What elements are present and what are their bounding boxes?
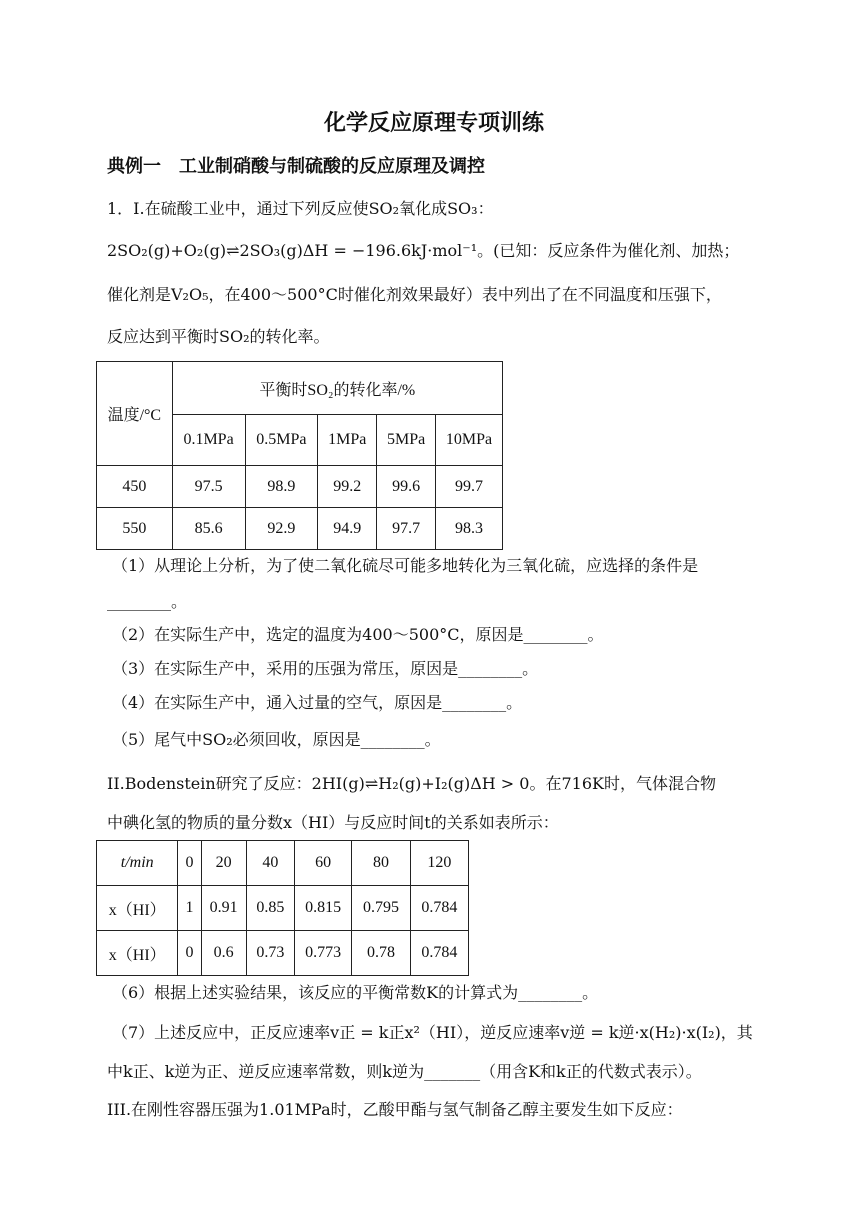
table-group-header: 平衡时SO₂的转化率/%: [172, 362, 502, 415]
question-4: （4）在实际生产中，通入过量的空气，原因是________。: [112, 693, 523, 712]
table-header: 120: [410, 841, 468, 886]
table-header: 60: [295, 841, 352, 886]
table-cell: 0.773: [295, 931, 352, 976]
table-cell: 0.784: [410, 931, 468, 976]
pressure-header: 0.5MPa: [245, 415, 318, 466]
table-header-temp: 温度/°C: [97, 362, 173, 466]
q1-line4: 反应达到平衡时SO₂的转化率。: [107, 327, 330, 346]
table-cell: 0: [178, 931, 201, 976]
table-header: 0: [178, 841, 201, 886]
question-1-blank: ________。: [107, 592, 188, 611]
table-cell: 0.815: [295, 886, 352, 931]
conversion-table: [96, 361, 503, 550]
table-cell: 0.784: [410, 886, 468, 931]
pressure-header: 10MPa: [436, 415, 503, 466]
table-cell-temp: 550: [97, 508, 173, 550]
section-heading: 典例一 工业制硝酸与制硫酸的反应原理及调控: [107, 156, 485, 177]
table-row: [97, 841, 469, 886]
table-cell: x（HI）: [97, 931, 178, 976]
table-header: 40: [246, 841, 294, 886]
q1-line3: 催化剂是V₂O₅，在400～500°C时催化剂效果最好）表中列出了在不同温度和压强下，: [107, 285, 722, 304]
table-cell: 97.5: [172, 466, 245, 508]
question-7-cont: 中k正、k逆为正、逆反应速率常数，则k逆为_______（用含K和k正的代数式表示）。: [107, 1062, 702, 1081]
table-cell-temp: 450: [97, 466, 173, 508]
pressure-header: 0.1MPa: [172, 415, 245, 466]
hi-fraction-table: [96, 840, 469, 976]
part2-line2: 中碘化氢的物质的量分数x（HI）与反应时间t的关系如表所示：: [107, 813, 559, 832]
question-3: （3）在实际生产中，采用的压强为常压，原因是________。: [112, 659, 539, 678]
table-row: [97, 931, 469, 976]
table-cell: 0.85: [246, 886, 294, 931]
table-cell: 0.795: [352, 886, 410, 931]
question-7: （7）上述反应中，正反应速率v正 = k正x²（HI），逆反应速率v逆 = k逆·x(H₂)·x(I₂)，其: [112, 1023, 753, 1042]
page-title: 化学反应原理专项训练: [323, 111, 544, 136]
table-cell: 98.9: [245, 466, 318, 508]
q1-intro: 1．I.在硫酸工业中，通过下列反应使SO₂氧化成SO₃：: [107, 199, 494, 218]
part2-line1: II.Bodenstein研究了反应：2HI(g)⇌H₂(g)+I₂(g)ΔH > 0。在716K时，气体混合物: [107, 774, 716, 793]
table-header: 20: [201, 841, 246, 886]
question-6: （6）根据上述实验结果，该反应的平衡常数K的计算式为________。: [112, 983, 599, 1002]
table-cell: 0.73: [246, 931, 294, 976]
table-cell: 99.2: [318, 466, 377, 508]
table-cell: 85.6: [172, 508, 245, 550]
question-5: （5）尾气中SO₂必须回收，原因是________。: [112, 730, 441, 749]
table-cell: 0.6: [201, 931, 246, 976]
table-cell: 92.9: [245, 508, 318, 550]
table-cell: 99.6: [377, 466, 436, 508]
table-header: t/min: [97, 841, 178, 886]
table-cell: 97.7: [377, 508, 436, 550]
pressure-header: 1MPa: [318, 415, 377, 466]
question-2: （2）在实际生产中，选定的温度为400～500°C，原因是________。: [112, 625, 604, 644]
part3-intro: III.在刚性容器压强为1.01MPa时，乙酸甲酯与氢气制备乙醇主要发生如下反应：: [107, 1100, 683, 1119]
table-header: 80: [352, 841, 410, 886]
table-cell: 99.7: [436, 466, 503, 508]
table-cell: 0.91: [201, 886, 246, 931]
table-cell: x（HI）: [97, 886, 178, 931]
table-row: [97, 466, 503, 508]
pressure-header: 5MPa: [377, 415, 436, 466]
table-row: [97, 508, 503, 550]
table-cell: 98.3: [436, 508, 503, 550]
table-cell: 0.78: [352, 931, 410, 976]
q1-equation: 2SO₂(g)+O₂(g)⇌2SO₃(g)ΔH = −196.6kJ·mol⁻¹。(已知：反应条件为催化剂、加热；: [107, 241, 740, 260]
table-row: [97, 886, 469, 931]
table-cell: 1: [178, 886, 201, 931]
question-1: （1）从理论上分析，为了使二氧化硫尽可能多地转化为三氧化硫，应选择的条件是: [112, 556, 699, 575]
table-cell: 94.9: [318, 508, 377, 550]
